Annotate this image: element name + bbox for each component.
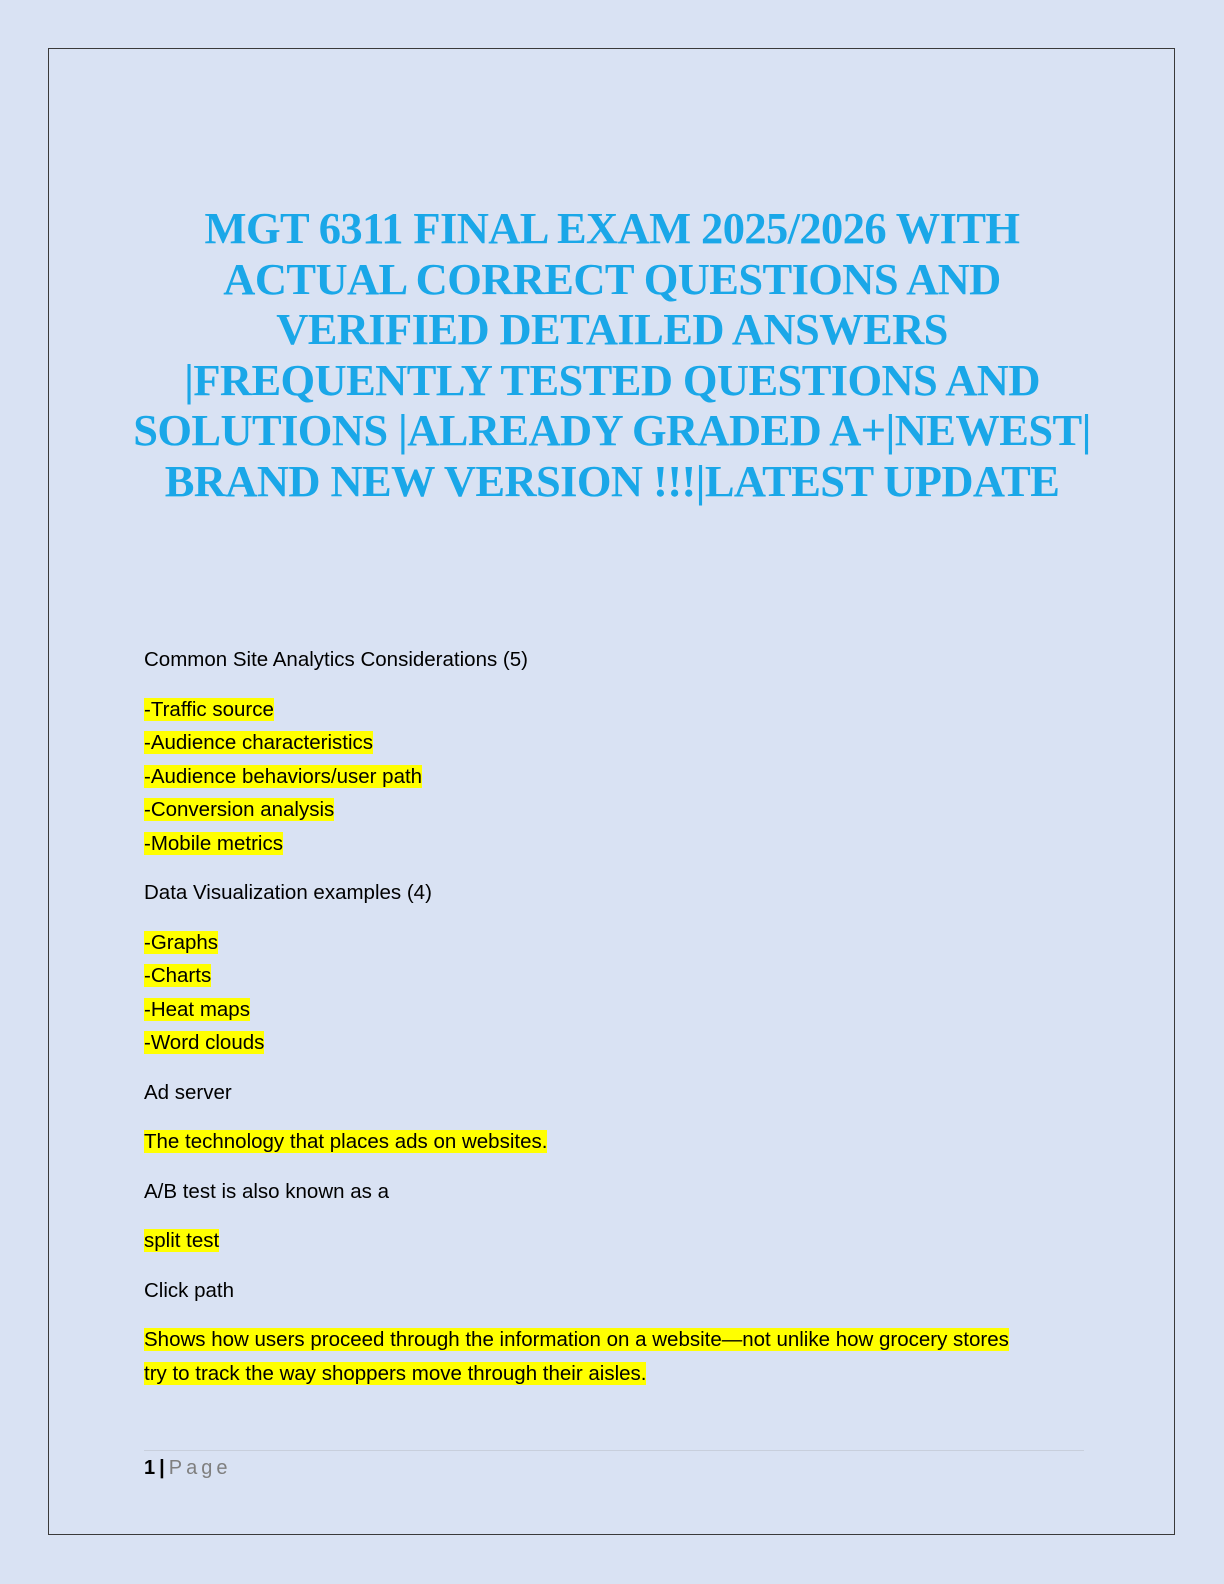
question-text: A/B test is also known as a (144, 1180, 389, 1203)
footer-separator: | (159, 1457, 165, 1479)
question-text: Click path (144, 1279, 235, 1302)
document-title (120, 203, 1104, 506)
answer-text: -Audience behaviors/user path (144, 765, 423, 788)
answer-text: -Heat maps (144, 998, 250, 1021)
page-footer (144, 1453, 231, 1483)
answer-text: try to track the way shoppers move through their aisles. (144, 1362, 647, 1385)
answer-text: -Mobile metrics (144, 832, 283, 855)
answer-text: -Conversion analysis (144, 798, 335, 821)
question-text: Data Visualization examples (4) (144, 881, 432, 904)
answer-text: The technology that places ads on websites. (144, 1130, 548, 1153)
page-label: Page (168, 1457, 232, 1479)
answer-text: -Graphs (144, 931, 219, 954)
title-line: ACTUAL CORRECT QUESTIONS AND (223, 253, 1001, 304)
title-line: SOLUTIONS |ALREADY GRADED A+|NEWEST| (133, 405, 1091, 455)
answer-text: Shows how users proceed through the information on a website—not unlike how grocery stores (144, 1328, 1009, 1351)
title-line: BRAND NEW VERSION !!!|LATEST UPDATE (164, 455, 1060, 506)
answer-text: -Traffic source (144, 698, 274, 721)
title-line: |FREQUENTLY TESTED QUESTIONS AND (184, 354, 1040, 405)
question-text: Common Site Analytics Considerations (5) (144, 648, 528, 671)
answer-text: -Audience characteristics (144, 731, 374, 754)
title-line: VERIFIED DETAILED ANSWERS (276, 304, 948, 354)
footer-divider (144, 1450, 1084, 1451)
answer-text: -Charts (144, 964, 212, 987)
answer-text: -Word clouds (144, 1031, 265, 1054)
question-text: Ad server (144, 1081, 232, 1104)
page-number: 1 (144, 1457, 156, 1479)
title-line: MGT 6311 FINAL EXAM 2025/2026 WITH (204, 203, 1020, 253)
answer-text: split test (144, 1229, 220, 1252)
